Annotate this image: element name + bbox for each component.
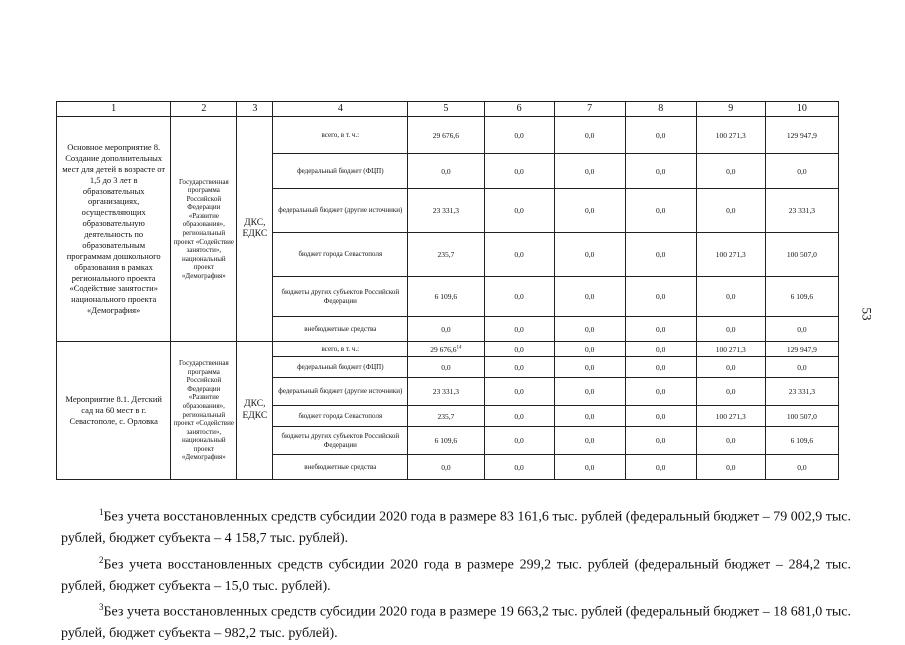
page-number: 53 bbox=[859, 307, 875, 321]
funding-source-cell: бюджет города Севастополя bbox=[273, 406, 408, 427]
value-cell: 23 331,3 bbox=[765, 189, 838, 233]
value-cell: 0,0 bbox=[484, 233, 554, 277]
funding-source-cell: бюджет города Севастополя bbox=[273, 233, 408, 277]
table-row bbox=[57, 342, 839, 357]
header-cell: 4 bbox=[273, 102, 408, 117]
funding-source-cell: внебюджетные средства bbox=[273, 317, 408, 342]
header-cell: 10 bbox=[765, 102, 838, 117]
value-cell: 0,0 bbox=[554, 378, 625, 406]
value-cell: 0,0 bbox=[554, 342, 625, 357]
header-cell: 9 bbox=[696, 102, 765, 117]
header-cell: 1 bbox=[57, 102, 171, 117]
header-cell: 3 bbox=[237, 102, 273, 117]
program-cell: Государственная программа Российской Федерации «Развитие образования», региональный проект «Содействие занятости», национальный проект «Демография» bbox=[171, 342, 237, 480]
header-row bbox=[57, 102, 839, 117]
value-cell: 0,0 bbox=[696, 277, 765, 317]
value-cell: 23 331,3 bbox=[408, 189, 484, 233]
funding-source-cell: бюджеты других субъектов Российской Федерации bbox=[273, 427, 408, 455]
executor-cell: ДКС, ЕДКС bbox=[237, 342, 273, 480]
value-cell: 0,0 bbox=[484, 378, 554, 406]
value-cell: 235,7 bbox=[408, 233, 484, 277]
value-cell: 0,0 bbox=[408, 357, 484, 378]
value-cell: 0,0 bbox=[625, 378, 696, 406]
header-cell: 8 bbox=[625, 102, 696, 117]
value-cell: 0,0 bbox=[484, 455, 554, 480]
footnote-text: Без учета восстановленных средств субсидии 2020 года в размере 19 663,2 тыс. рублей (федеральный бюджет – 18 681,0 тыс. рублей, бюджет субъекта – 982,2 тыс. рублей). bbox=[61, 604, 851, 642]
footnote-mark: 1 bbox=[99, 507, 104, 517]
value-cell: 0,0 bbox=[408, 154, 484, 189]
value-cell: 0,0 bbox=[554, 406, 625, 427]
value-cell: 29 676,6 bbox=[408, 117, 484, 154]
funding-source-cell: всего, в т. ч.: bbox=[273, 117, 408, 154]
value-cell: 0,0 bbox=[554, 357, 625, 378]
value-cell: 0,0 bbox=[625, 317, 696, 342]
activity-name-cell: Основное мероприятие 8. Создание дополнительных мест для детей в возрасте от 1,5 до 3 лет в образовательных организациях, осуществляющих образовательную деятельность по образовательным программам дошкольного образования в рамках регионального проекта «Содействие занятости» национального проекта «Демография» bbox=[57, 117, 171, 342]
footnote-ref: 14 bbox=[456, 345, 462, 350]
funding-source-cell: внебюджетные средства bbox=[273, 455, 408, 480]
value-cell: 129 947,9 bbox=[765, 117, 838, 154]
value-cell: 0,0 bbox=[625, 154, 696, 189]
program-cell: Государственная программа Российской Федерации «Развитие образования», региональный проект «Содействие занятости», национальный проект «Демография» bbox=[171, 117, 237, 342]
value-cell: 23 331,3 bbox=[765, 378, 838, 406]
value-cell: 0,0 bbox=[696, 189, 765, 233]
funding-source-cell: федеральный бюджет (другие источники) bbox=[273, 189, 408, 233]
value-cell: 0,0 bbox=[484, 317, 554, 342]
value-cell: 0,0 bbox=[554, 427, 625, 455]
value-cell: 0,0 bbox=[554, 189, 625, 233]
value-cell: 0,0 bbox=[696, 357, 765, 378]
value-cell: 129 947,9 bbox=[765, 342, 838, 357]
funding-source-cell: всего, в т. ч.: bbox=[273, 342, 408, 357]
budget-table bbox=[56, 101, 839, 480]
value-cell: 235,7 bbox=[408, 406, 484, 427]
value-cell: 6 109,6 bbox=[408, 427, 484, 455]
value-cell: 100 507,0 bbox=[765, 233, 838, 277]
header-cell: 7 bbox=[554, 102, 625, 117]
value-cell: 0,0 bbox=[484, 277, 554, 317]
value-cell: 0,0 bbox=[625, 427, 696, 455]
value-cell: 23 331,3 bbox=[408, 378, 484, 406]
table-row bbox=[57, 117, 839, 154]
value-cell: 0,0 bbox=[484, 189, 554, 233]
value-cell: 6 109,6 bbox=[765, 427, 838, 455]
value-cell: 0,0 bbox=[765, 455, 838, 480]
value-cell: 0,0 bbox=[554, 233, 625, 277]
value-cell: 6 109,6 bbox=[408, 277, 484, 317]
value-cell: 0,0 bbox=[625, 342, 696, 357]
footnote bbox=[61, 502, 851, 550]
footnote-mark: 3 bbox=[99, 602, 104, 613]
value-cell: 0,0 bbox=[408, 455, 484, 480]
value-cell: 0,0 bbox=[625, 277, 696, 317]
value-cell: 0,0 bbox=[696, 455, 765, 480]
value-cell: 0,0 bbox=[625, 189, 696, 233]
value-text: 29 676,6 bbox=[430, 344, 457, 354]
value-cell: 0,0 bbox=[554, 277, 625, 317]
header-cell: 2 bbox=[171, 102, 237, 117]
value-cell: 100 271,3 bbox=[696, 342, 765, 357]
value-cell: 0,0 bbox=[554, 154, 625, 189]
value-cell: 100 271,3 bbox=[696, 406, 765, 427]
footnote bbox=[61, 550, 851, 598]
value-cell: 0,0 bbox=[554, 317, 625, 342]
funding-source-cell: бюджеты других субъектов Российской Федерации bbox=[273, 277, 408, 317]
funding-source-cell: федеральный бюджет (ФЦП) bbox=[273, 357, 408, 378]
value-cell: 6 109,6 bbox=[765, 277, 838, 317]
value-cell: 0,0 bbox=[408, 317, 484, 342]
value-cell: 0,0 bbox=[484, 427, 554, 455]
footnote-text: Без учета восстановленных средств субсидии 2020 года в размере 299,2 тыс. рублей (федеральный бюджет – 284,2 тыс. рублей, бюджет субъекта – 15,0 тыс. рублей). bbox=[61, 557, 851, 594]
value-cell: 0,0 bbox=[765, 154, 838, 189]
footnote bbox=[61, 597, 851, 645]
header-cell: 5 bbox=[408, 102, 484, 117]
value-cell: 0,0 bbox=[484, 117, 554, 154]
value-cell: 0,0 bbox=[696, 317, 765, 342]
funding-source-cell: федеральный бюджет (другие источники) bbox=[273, 378, 408, 406]
value-cell: 100 507,0 bbox=[765, 406, 838, 427]
activity-name-cell: Мероприятие 8.1. Детский сад на 60 мест в г. Севастополе, с. Орловка bbox=[57, 342, 171, 480]
value-cell: 0,0 bbox=[625, 406, 696, 427]
value-cell: 0,0 bbox=[554, 117, 625, 154]
value-cell: 0,0 bbox=[696, 427, 765, 455]
value-cell: 0,0 bbox=[484, 342, 554, 357]
footnote-mark: 2 bbox=[99, 554, 104, 565]
value-cell: 0,0 bbox=[484, 357, 554, 378]
footnotes bbox=[61, 502, 851, 645]
value-cell: 0,0 bbox=[625, 117, 696, 154]
value-cell: 0,0 bbox=[765, 357, 838, 378]
value-cell: 0,0 bbox=[765, 317, 838, 342]
funding-source-cell: федеральный бюджет (ФЦП) bbox=[273, 154, 408, 189]
executor-cell: ДКС, ЕДКС bbox=[237, 117, 273, 342]
header-cell: 6 bbox=[484, 102, 554, 117]
value-cell: 100 271,3 bbox=[696, 233, 765, 277]
value-cell: 0,0 bbox=[696, 378, 765, 406]
value-cell: 0,0 bbox=[696, 154, 765, 189]
value-cell: 0,0 bbox=[625, 357, 696, 378]
value-cell: 0,0 bbox=[625, 233, 696, 277]
footnote-text: Без учета восстановленных средств субсидии 2020 года в размере 83 161,6 тыс. рублей (федеральный бюджет – 79 002,9 тыс. рублей, бюджет субъекта – 4 158,7 тыс. рублей). bbox=[61, 509, 851, 547]
value-cell: 0,0 bbox=[554, 455, 625, 480]
value-cell: 0,0 bbox=[484, 154, 554, 189]
value-cell bbox=[408, 342, 484, 357]
value-cell: 0,0 bbox=[484, 406, 554, 427]
value-cell: 100 271,3 bbox=[696, 117, 765, 154]
value-cell: 0,0 bbox=[625, 455, 696, 480]
